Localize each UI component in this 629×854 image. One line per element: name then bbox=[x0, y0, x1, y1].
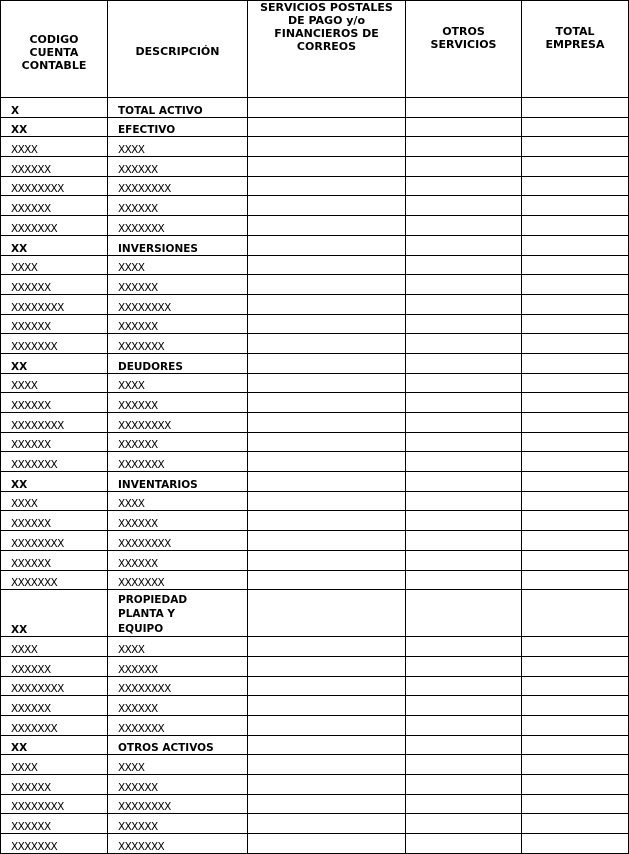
total-company-cell bbox=[522, 590, 629, 637]
total-company-cell bbox=[522, 755, 629, 775]
table-row bbox=[1, 715, 629, 735]
total-company-cell bbox=[522, 794, 629, 814]
account-code-cell: XX bbox=[1, 472, 108, 492]
postal-services-cell bbox=[248, 294, 406, 314]
description-cell: XXXXXXX bbox=[108, 834, 248, 854]
account-code-cell: XXXXXXXX bbox=[1, 676, 108, 696]
account-code-cell: XXXXXX bbox=[1, 511, 108, 531]
description-cell: XXXXXX bbox=[108, 696, 248, 716]
account-code-cell: XXXX bbox=[1, 373, 108, 393]
total-company-cell bbox=[522, 637, 629, 657]
description-cell: TOTAL ACTIVO bbox=[108, 98, 248, 118]
account-code-cell: XXXXXX bbox=[1, 814, 108, 834]
description-cell: XXXX bbox=[108, 255, 248, 275]
other-services-cell bbox=[406, 353, 522, 373]
other-services-cell bbox=[406, 117, 522, 137]
table-row bbox=[1, 775, 629, 795]
description-cell: XXXXXXXX bbox=[108, 294, 248, 314]
other-services-cell bbox=[406, 550, 522, 570]
description-cell: XXXX bbox=[108, 373, 248, 393]
table-row bbox=[1, 294, 629, 314]
description-cell: XXXX bbox=[108, 637, 248, 657]
other-services-cell bbox=[406, 531, 522, 551]
other-services-cell bbox=[406, 235, 522, 255]
description-cell: XXXXXX bbox=[108, 275, 248, 295]
postal-services-cell bbox=[248, 696, 406, 716]
account-code-cell: XX bbox=[1, 353, 108, 373]
account-code-cell: XXXXXXX bbox=[1, 334, 108, 354]
description-cell: XXXXXX bbox=[108, 511, 248, 531]
total-company-cell bbox=[522, 373, 629, 393]
total-company-cell bbox=[522, 491, 629, 511]
header-code: CODIGO CUENTA CONTABLE bbox=[1, 1, 108, 98]
description-cell: XXXXXXX bbox=[108, 570, 248, 590]
description-cell: XXXXXX bbox=[108, 814, 248, 834]
description-cell: XXXXXX bbox=[108, 393, 248, 413]
other-services-cell bbox=[406, 294, 522, 314]
description-cell: XXXXXXX bbox=[108, 452, 248, 472]
postal-services-cell bbox=[248, 314, 406, 334]
table-row bbox=[1, 511, 629, 531]
total-company-cell bbox=[522, 814, 629, 834]
other-services-cell bbox=[406, 775, 522, 795]
postal-services-cell bbox=[248, 157, 406, 177]
description-cell bbox=[108, 590, 248, 637]
account-code-cell: XXXXXX bbox=[1, 157, 108, 177]
postal-services-cell bbox=[248, 531, 406, 551]
table-row bbox=[1, 814, 629, 834]
total-company-cell bbox=[522, 334, 629, 354]
postal-services-cell bbox=[248, 255, 406, 275]
account-code-cell: XXXXXX bbox=[1, 656, 108, 676]
table-body bbox=[1, 98, 629, 854]
postal-services-cell bbox=[248, 590, 406, 637]
postal-services-cell bbox=[248, 117, 406, 137]
postal-services-cell bbox=[248, 550, 406, 570]
account-group-row bbox=[1, 353, 629, 373]
total-company-cell bbox=[522, 432, 629, 452]
table-row bbox=[1, 794, 629, 814]
description-cell: XXXXXX bbox=[108, 157, 248, 177]
other-services-cell bbox=[406, 452, 522, 472]
table-row bbox=[1, 432, 629, 452]
other-services-cell bbox=[406, 393, 522, 413]
total-company-cell bbox=[522, 314, 629, 334]
total-company-cell bbox=[522, 735, 629, 755]
postal-services-cell bbox=[248, 570, 406, 590]
account-code-cell: XXXXXXXX bbox=[1, 294, 108, 314]
description-cell: XXXXXX bbox=[108, 550, 248, 570]
total-company-cell bbox=[522, 531, 629, 551]
total-company-cell bbox=[522, 196, 629, 216]
postal-services-cell bbox=[248, 755, 406, 775]
postal-services-cell bbox=[248, 511, 406, 531]
account-code-cell: XXXXXX bbox=[1, 275, 108, 295]
table-row bbox=[1, 413, 629, 433]
table-row bbox=[1, 676, 629, 696]
account-code-cell: XX bbox=[1, 117, 108, 137]
other-services-cell bbox=[406, 216, 522, 236]
account-code-cell: XXXXXXXX bbox=[1, 176, 108, 196]
account-code-cell: XXXX bbox=[1, 137, 108, 157]
account-code-cell: XXXXXX bbox=[1, 393, 108, 413]
postal-services-cell bbox=[248, 176, 406, 196]
other-services-cell bbox=[406, 176, 522, 196]
account-code-cell: XXXX bbox=[1, 491, 108, 511]
table-row bbox=[1, 393, 629, 413]
account-code-cell: XXXXXXX bbox=[1, 834, 108, 854]
table-row bbox=[1, 255, 629, 275]
description-cell: XXXX bbox=[108, 491, 248, 511]
description-cell: XXXXXX bbox=[108, 196, 248, 216]
total-company-cell bbox=[522, 275, 629, 295]
total-company-cell bbox=[522, 235, 629, 255]
other-services-cell bbox=[406, 137, 522, 157]
postal-services-cell bbox=[248, 472, 406, 492]
other-services-cell bbox=[406, 275, 522, 295]
table-row bbox=[1, 452, 629, 472]
total-company-cell bbox=[522, 511, 629, 531]
postal-services-cell bbox=[248, 775, 406, 795]
description-cell: XXXXXX bbox=[108, 656, 248, 676]
account-group-row bbox=[1, 98, 629, 118]
table-row bbox=[1, 656, 629, 676]
other-services-cell bbox=[406, 637, 522, 657]
postal-services-cell bbox=[248, 452, 406, 472]
other-services-cell bbox=[406, 255, 522, 275]
total-company-cell bbox=[522, 775, 629, 795]
description-cell: XXXXXXX bbox=[108, 715, 248, 735]
table-row bbox=[1, 531, 629, 551]
postal-services-cell bbox=[248, 393, 406, 413]
header-total-company: TOTAL EMPRESA bbox=[522, 1, 629, 98]
account-group-row bbox=[1, 735, 629, 755]
account-group-row bbox=[1, 235, 629, 255]
table-row bbox=[1, 334, 629, 354]
account-code-cell: XXXXXX bbox=[1, 432, 108, 452]
account-code-cell: XXXXXX bbox=[1, 696, 108, 716]
table-row bbox=[1, 137, 629, 157]
other-services-cell bbox=[406, 472, 522, 492]
account-code-cell: XXXX bbox=[1, 755, 108, 775]
description-cell: XXXXXXXX bbox=[108, 176, 248, 196]
total-company-cell bbox=[522, 656, 629, 676]
total-company-cell bbox=[522, 550, 629, 570]
postal-services-cell bbox=[248, 834, 406, 854]
table-row bbox=[1, 491, 629, 511]
description-cell: XXXXXXX bbox=[108, 216, 248, 236]
account-code-cell: XXXXXXXX bbox=[1, 413, 108, 433]
description-cell: XXXXXXXX bbox=[108, 794, 248, 814]
description-cell: EFECTIVO bbox=[108, 117, 248, 137]
postal-services-cell bbox=[248, 676, 406, 696]
other-services-cell bbox=[406, 511, 522, 531]
account-code-cell: XXXXXX bbox=[1, 775, 108, 795]
account-code-cell: XXXXXXXX bbox=[1, 794, 108, 814]
header-row bbox=[1, 1, 629, 98]
description-cell: XXXX bbox=[108, 755, 248, 775]
description-cell: XXXXXX bbox=[108, 775, 248, 795]
table-row bbox=[1, 157, 629, 177]
other-services-cell bbox=[406, 794, 522, 814]
total-company-cell bbox=[522, 117, 629, 137]
postal-services-cell bbox=[248, 334, 406, 354]
other-services-cell bbox=[406, 814, 522, 834]
total-company-cell bbox=[522, 472, 629, 492]
total-company-cell bbox=[522, 676, 629, 696]
postal-services-cell bbox=[248, 353, 406, 373]
total-company-cell bbox=[522, 413, 629, 433]
description-cell: XXXXXXXX bbox=[108, 413, 248, 433]
description-cell: INVENTARIOS bbox=[108, 472, 248, 492]
other-services-cell bbox=[406, 157, 522, 177]
description-cell: DEUDORES bbox=[108, 353, 248, 373]
description-line: PLANTA Y bbox=[118, 608, 176, 621]
account-code-cell: XX bbox=[1, 235, 108, 255]
postal-services-cell bbox=[248, 656, 406, 676]
total-company-cell bbox=[522, 393, 629, 413]
postal-services-cell bbox=[248, 491, 406, 511]
other-services-cell bbox=[406, 432, 522, 452]
table-row bbox=[1, 570, 629, 590]
description-cell: XXXX bbox=[108, 137, 248, 157]
account-code-cell: XXXXXXXX bbox=[1, 531, 108, 551]
total-company-cell bbox=[522, 834, 629, 854]
description-line: EQUIPO bbox=[118, 622, 164, 635]
total-company-cell bbox=[522, 294, 629, 314]
other-services-cell bbox=[406, 676, 522, 696]
other-services-cell bbox=[406, 735, 522, 755]
total-company-cell bbox=[522, 98, 629, 118]
postal-services-cell bbox=[248, 794, 406, 814]
description-line: PROPIEDAD bbox=[118, 593, 188, 606]
postal-services-cell bbox=[248, 637, 406, 657]
other-services-cell bbox=[406, 98, 522, 118]
header-description: DESCRIPCIÓN bbox=[108, 1, 248, 98]
account-code-cell: XXXX bbox=[1, 255, 108, 275]
other-services-cell bbox=[406, 196, 522, 216]
other-services-cell bbox=[406, 834, 522, 854]
postal-services-cell bbox=[248, 137, 406, 157]
table-row bbox=[1, 314, 629, 334]
table-row bbox=[1, 696, 629, 716]
account-code-cell: XX bbox=[1, 590, 108, 637]
table-row bbox=[1, 216, 629, 236]
other-services-cell bbox=[406, 570, 522, 590]
postal-services-cell bbox=[248, 275, 406, 295]
postal-services-cell bbox=[248, 235, 406, 255]
table-row bbox=[1, 275, 629, 295]
postal-services-cell bbox=[248, 216, 406, 236]
other-services-cell bbox=[406, 696, 522, 716]
total-company-cell bbox=[522, 216, 629, 236]
header-postal-services: SERVICIOS POSTALES DE PAGO y/o FINANCIEROS DE CORREOS bbox=[248, 1, 406, 98]
account-code-cell: XXXXXX bbox=[1, 196, 108, 216]
other-services-cell bbox=[406, 314, 522, 334]
total-company-cell bbox=[522, 157, 629, 177]
account-code-cell: XXXX bbox=[1, 637, 108, 657]
total-company-cell bbox=[522, 715, 629, 735]
table-row bbox=[1, 373, 629, 393]
description-cell: XXXXXX bbox=[108, 314, 248, 334]
table-row bbox=[1, 176, 629, 196]
other-services-cell bbox=[406, 590, 522, 637]
account-code-cell: XX bbox=[1, 735, 108, 755]
account-code-cell: XXXXXXX bbox=[1, 570, 108, 590]
postal-services-cell bbox=[248, 814, 406, 834]
postal-services-cell bbox=[248, 373, 406, 393]
account-code-cell: XXXXXX bbox=[1, 314, 108, 334]
total-company-cell bbox=[522, 353, 629, 373]
table-row bbox=[1, 550, 629, 570]
total-company-cell bbox=[522, 137, 629, 157]
account-code-cell: XXXXXXX bbox=[1, 715, 108, 735]
postal-services-cell bbox=[248, 413, 406, 433]
total-company-cell bbox=[522, 696, 629, 716]
total-company-cell bbox=[522, 570, 629, 590]
total-company-cell bbox=[522, 255, 629, 275]
postal-services-cell bbox=[248, 98, 406, 118]
other-services-cell bbox=[406, 413, 522, 433]
postal-services-cell bbox=[248, 432, 406, 452]
description-cell: XXXXXX bbox=[108, 432, 248, 452]
account-code-cell: XXXXXXX bbox=[1, 452, 108, 472]
total-company-cell bbox=[522, 176, 629, 196]
table-row bbox=[1, 637, 629, 657]
description-cell: XXXXXXXX bbox=[108, 676, 248, 696]
account-code-cell: XXXXXXX bbox=[1, 216, 108, 236]
account-group-row bbox=[1, 117, 629, 137]
table-row bbox=[1, 196, 629, 216]
account-code-cell: XXXXXX bbox=[1, 550, 108, 570]
other-services-cell bbox=[406, 334, 522, 354]
account-group-row bbox=[1, 472, 629, 492]
other-services-cell bbox=[406, 373, 522, 393]
other-services-cell bbox=[406, 656, 522, 676]
description-cell: XXXXXXXX bbox=[108, 531, 248, 551]
other-services-cell bbox=[406, 715, 522, 735]
table-row bbox=[1, 755, 629, 775]
table-row bbox=[1, 834, 629, 854]
description-cell: INVERSIONES bbox=[108, 235, 248, 255]
account-code-cell: X bbox=[1, 98, 108, 118]
postal-services-cell bbox=[248, 715, 406, 735]
description-cell: XXXXXXX bbox=[108, 334, 248, 354]
account-group-row bbox=[1, 590, 629, 637]
other-services-cell bbox=[406, 491, 522, 511]
postal-services-cell bbox=[248, 196, 406, 216]
postal-services-cell bbox=[248, 735, 406, 755]
other-services-cell bbox=[406, 755, 522, 775]
description-cell: OTROS ACTIVOS bbox=[108, 735, 248, 755]
total-company-cell bbox=[522, 452, 629, 472]
header-other-services: OTROS SERVICIOS bbox=[406, 1, 522, 98]
